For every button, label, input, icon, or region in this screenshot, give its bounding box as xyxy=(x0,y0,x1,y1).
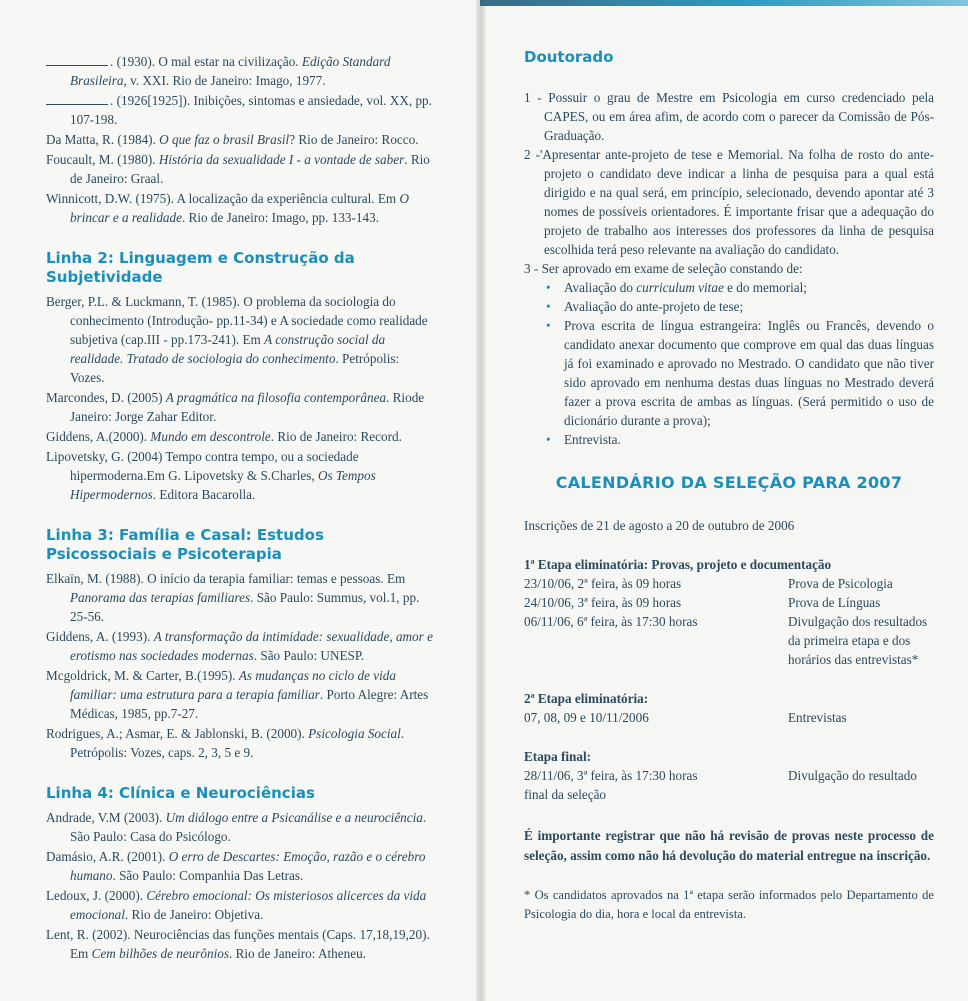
reference-text: Foucault, M. (1980). xyxy=(46,152,159,167)
reference-title: Edição Standard Brasileira xyxy=(70,54,391,88)
reference-list-top xyxy=(46,52,436,227)
reference-title: A transformação da intimidade: sexualidade, amor e erotismo nas sociedades modernas xyxy=(70,629,433,663)
reference-text: Rodrigues, A.; Asmar, E. & Jablonski, B. (2000). xyxy=(46,726,309,741)
reference-text: Marcondes, D. (2005) xyxy=(46,390,166,405)
reference-entry xyxy=(46,150,436,188)
reference-entry xyxy=(46,847,436,885)
reference-title: Cérebro emocional: Os misteriosos alicerces da vida emocional xyxy=(70,888,427,922)
bullet-text: Prova escrita de língua estrangeira: Inglês ou Francês, devendo o candidato anexar documento que comprove em qual das duas línguas já foi examinado e aprovado no Mestrado. O candidato que não tiver sido aprovado em nenhuma destas duas línguas no Mestrado deverá fazer a prova escrita de ambas as línguas. (Será permitido o uso de dicionário durante a prova); xyxy=(564,318,934,428)
reference-text: , v. XXI. Rio de Janeiro: Imago, 1977. xyxy=(123,73,326,88)
reference-text: ? Rio de Janeiro: Rocco. xyxy=(289,132,419,147)
reference-text: . Porto Alegre: Artes Médicas, 1985, pp.7-27. xyxy=(70,687,429,721)
stage-final-extra: final da seleção xyxy=(524,787,607,802)
reference-title: O brincar e a realidade xyxy=(70,191,409,225)
reference-text: . Rio de Janeiro: Atheneu. xyxy=(228,946,366,961)
reference-text: . Petrópolis: Vozes. xyxy=(70,351,400,385)
reference-text: Giddens, A. (1993). xyxy=(46,629,154,644)
stage-desc: Prova de Línguas xyxy=(788,595,881,610)
stage-1-heading: 1ª Etapa eliminatória: Provas, projeto e documentação xyxy=(524,557,832,572)
bullet-text: Avaliação do ante-projeto de tese; xyxy=(564,299,744,314)
reference-list-linha2 xyxy=(46,292,436,504)
requirement-item-1: 1 - Possuir o grau de Mestre em Psicologia em curso credenciado pela CAPES, ou em área afim, de acordo com o parecer da Comissão de Pós- Graduação. xyxy=(524,90,934,143)
requirement-item-2: 2 -'Apresentar ante-projeto de tese e Memorial. Na folha de rosto do ante-projeto o candidato deve indicar a linha de pesquisa para a qual está dirigido e na qual será, em princípio, selecionado, devendo apontar até 3 nomes de possíveis orientadores. É importante frisar que a adequação do projeto de trabalho aos interesses dos professores da linha de pesquisa escolhida terá peso relevante na avaliação do candidato. xyxy=(524,147,934,257)
reference-text: . Petrópolis: Vozes, caps. 2, 3, 5 e 9. xyxy=(70,726,405,760)
reference-text: . Riode Janeiro: Jorge Zahar Editor. xyxy=(70,390,425,424)
reference-entry xyxy=(46,130,436,149)
stage-date: 28/11/06, 3ª feira, às 17:30 horas xyxy=(524,768,698,783)
inscricoes-text: Inscrições de 21 de agosto a 20 de outubro de 2006 xyxy=(524,518,795,533)
reference-entry xyxy=(46,52,436,90)
stage-2 xyxy=(524,689,934,727)
doutorado-title: Doutorado xyxy=(524,48,614,66)
bullet-text: e do memorial; xyxy=(723,280,807,295)
bullet-text: Entrevista. xyxy=(564,432,621,447)
exam-bullet-item xyxy=(542,297,934,316)
stage-2-heading: 2ª Etapa eliminatória: xyxy=(524,691,649,706)
author-repeat-line xyxy=(46,53,108,66)
reference-entry xyxy=(46,189,436,227)
reference-text: Giddens, A.(2000). xyxy=(46,429,151,444)
exam-bullet-item xyxy=(542,278,934,297)
stage-1 xyxy=(524,555,934,669)
reference-entry xyxy=(46,388,436,426)
reference-entry xyxy=(46,925,436,963)
left-column xyxy=(46,52,436,964)
reference-text: . São Paulo: UNESP. xyxy=(253,648,365,663)
reference-title: Um diálogo entre a Psicanálise e a neurociência xyxy=(165,810,423,825)
reference-entry xyxy=(46,886,436,924)
exam-bullet-list xyxy=(542,278,934,449)
reference-entry xyxy=(46,724,436,762)
important-note: É importante registrar que não há revisão de provas neste processo de seleção, assim como não há devolução do material entregue na inscrição. xyxy=(524,828,934,863)
reference-title: Psicologia Social xyxy=(308,726,401,741)
section-title-linha2: Linha 2: Linguagem e Construção da Subjetividade xyxy=(46,249,355,286)
stage-desc: Divulgação do resultado xyxy=(788,768,917,783)
reference-list-linha3 xyxy=(46,569,436,762)
reference-title: Cem bilhões de neurônios xyxy=(91,946,229,961)
footnote: * Os candidatos aprovados na 1ª etapa serão informados pelo Departamento de Psicologia do dia, hora e local da entrevista. xyxy=(524,888,934,921)
reference-text: . (1930). O mal estar na civilização. xyxy=(110,54,302,69)
reference-title: Os Tempos Hipermodernos xyxy=(70,468,376,502)
reference-text: Winnicott, D.W. (1975). A localização da experiência cultural. Em xyxy=(46,191,400,206)
reference-title: O erro de Descartes: Emoção, razão e o cérebro humano xyxy=(70,849,426,883)
right-column xyxy=(524,48,934,924)
exam-bullet-item xyxy=(542,316,934,430)
reference-text: . Rio de Janeiro: Objetiva. xyxy=(124,907,264,922)
stage-date: 23/10/06, 2ª feira, às 09 horas xyxy=(524,576,682,591)
section-title-linha3: Linha 3: Família e Casal: Estudos Psicossociais e Psicoterapia xyxy=(46,526,324,563)
stage-final-heading: Etapa final: xyxy=(524,749,592,764)
requirement-item-3: 3 - Ser aprovado em exame de seleção constando de: xyxy=(524,261,803,276)
reference-text: . São Paulo: Casa do Psicólogo. xyxy=(70,810,427,844)
stage-row xyxy=(524,766,934,785)
reference-text: Da Matta, R. (1984). xyxy=(46,132,160,147)
reference-entry xyxy=(46,666,436,723)
stage-row xyxy=(524,593,934,612)
top-color-strip xyxy=(480,0,968,6)
stage-row xyxy=(524,708,934,727)
reference-entry xyxy=(46,627,436,665)
exam-bullet-item xyxy=(542,430,934,449)
section-title-linha4: Linha 4: Clínica e Neurociências xyxy=(46,784,315,802)
stage-row xyxy=(524,574,934,593)
reference-entry xyxy=(46,569,436,626)
stage-date: 06/11/06, 6ª feira, às 17:30 horas xyxy=(524,614,698,629)
reference-text: . (1926[1925]). Inibições, sintomas e ansiedade, vol. XX, pp. 107-198. xyxy=(70,93,432,127)
stage-date: 07, 08, 09 e 10/11/2006 xyxy=(524,710,649,725)
stage-desc: Prova de Psicologia xyxy=(788,576,893,591)
reference-entry xyxy=(46,292,436,387)
stage-desc: Divulgação dos resultados da primeira etapa e dos horários das entrevistas* xyxy=(788,614,928,667)
reference-text: Lent, R. (2002). Neurociências das funções mentais (Caps. 17,18,19,20). Em xyxy=(46,927,430,961)
reference-title: Mundo em descontrole xyxy=(150,429,271,444)
reference-title: A construção social da realidade. Tratado de sociologia do conhecimento xyxy=(70,332,386,366)
reference-list-linha4 xyxy=(46,808,436,963)
reference-entry xyxy=(46,447,436,504)
reference-text: Damásio, A.R. (2001). xyxy=(46,849,169,864)
reference-text: . São Paulo: Companhia Das Letras. xyxy=(112,868,304,883)
author-repeat-line xyxy=(46,92,108,105)
reference-text: Berger, P.L. & Luckmann, T. (1985). O problema da sociologia do conhecimento (Introdução- pp.11-34) e A sociedade como realidade subjetiva (cap.III - pp.173-241). Em xyxy=(46,294,428,347)
reference-text: . Rio de Janeiro: Imago, pp. 133-143. xyxy=(181,210,379,225)
reference-text: . Rio de Janeiro: Record. xyxy=(270,429,402,444)
reference-title: História da sexualidade I - a vontade de saber xyxy=(158,152,405,167)
bullet-italic: curriculum vitae xyxy=(636,280,724,295)
reference-entry xyxy=(46,427,436,446)
reference-text: . Rio de Janeiro: Graal. xyxy=(70,152,430,186)
stage-row xyxy=(524,612,934,669)
reference-text: . São Paulo: Summus, vol.1, pp. 25-56. xyxy=(70,590,420,624)
reference-title: As mudanças no ciclo de vida familiar: uma estrutura para a terapia familiar xyxy=(70,668,396,702)
reference-title: A pragmática na filosofia contemporânea xyxy=(165,390,387,405)
reference-text: Lipovetsky, G. (2004) Tempo contra tempo, ou a sociedade hipermoderna.Em G. Lipovetsky & S.Charles, xyxy=(46,449,359,483)
reference-title: O que faz o brasil Brasil xyxy=(159,132,290,147)
reference-text: Andrade, V.M (2003). xyxy=(46,810,166,825)
bullet-text: Avaliação do xyxy=(564,280,637,295)
reference-text: . Editora Bacarolla. xyxy=(152,487,256,502)
stage-desc: Entrevistas xyxy=(788,710,847,725)
calendar-title: CALENDÁRIO DA SELEÇÃO PARA 2007 xyxy=(555,473,903,492)
reference-text: Elkaïn, M. (1988). O início da terapia familiar: temas e pessoas. Em xyxy=(46,571,406,586)
stage-final xyxy=(524,747,934,804)
reference-text: Mcgoldrick, M. & Carter, B.(1995). xyxy=(46,668,239,683)
reference-title: Panorama das terapias familiares xyxy=(70,590,251,605)
reference-text: Ledoux, J. (2000). xyxy=(46,888,147,903)
reference-entry xyxy=(46,808,436,846)
book-spine xyxy=(476,0,486,1001)
reference-entry xyxy=(46,91,436,129)
stage-date: 24/10/06, 3ª feira, às 09 horas xyxy=(524,595,682,610)
